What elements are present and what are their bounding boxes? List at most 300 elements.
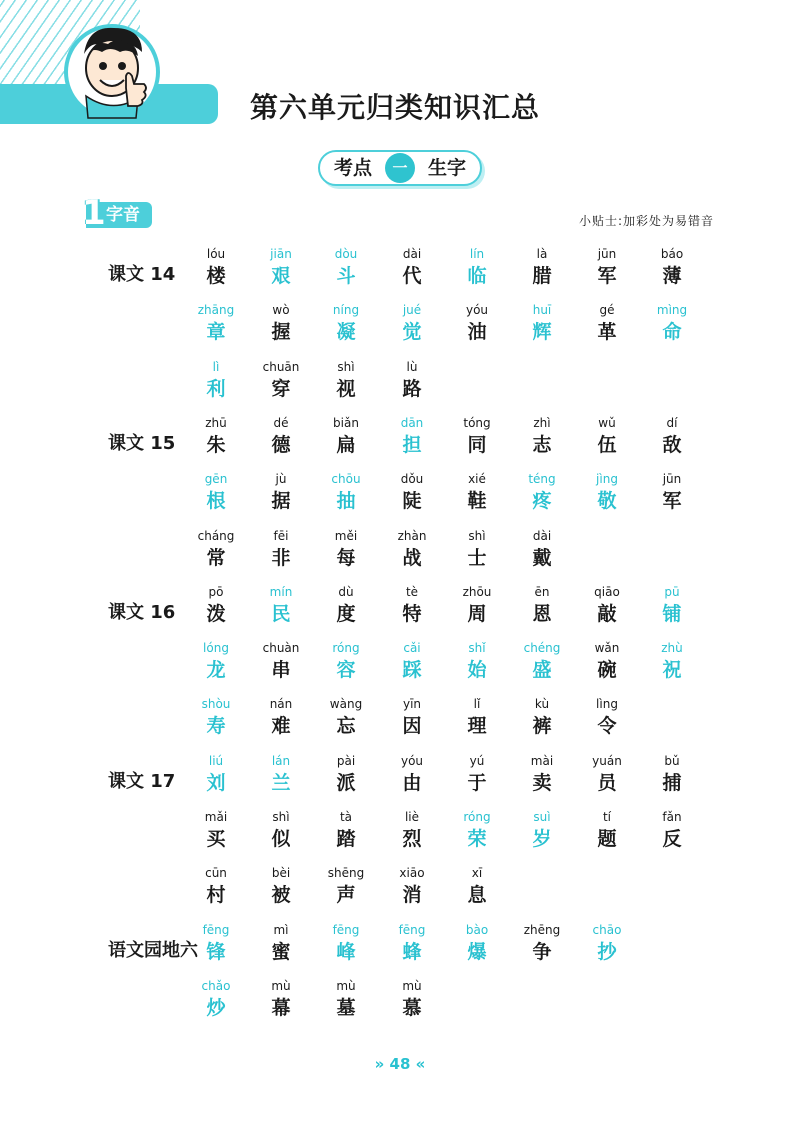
char-cell	[380, 528, 444, 572]
pinyin: cǎi	[403, 641, 421, 656]
pinyin: mù	[402, 978, 422, 993]
pinyin: fēi	[273, 528, 289, 543]
char-cell	[445, 865, 509, 909]
char-cell	[249, 584, 313, 628]
char-cell	[445, 809, 509, 853]
pinyin: zhù	[661, 641, 683, 656]
section-mark: 一	[385, 153, 415, 183]
char-cell	[445, 753, 509, 797]
char-cell	[445, 415, 509, 459]
section-pill	[318, 150, 482, 186]
lesson-label: 课文 14	[108, 264, 176, 285]
hanzi: 觉	[402, 321, 422, 344]
hanzi: 蜂	[402, 940, 422, 963]
char-cell	[184, 640, 248, 684]
pinyin: báo	[660, 247, 684, 261]
char-cell	[314, 302, 378, 346]
hanzi: 敬	[597, 490, 617, 513]
char-cell	[314, 415, 378, 459]
char-cell	[510, 302, 574, 346]
char-cell	[184, 246, 248, 290]
pinyin: liè	[404, 810, 420, 824]
char-cell	[314, 753, 378, 797]
hanzi: 捕	[662, 771, 682, 794]
char-cell	[575, 302, 639, 346]
hanzi: 似	[271, 828, 291, 850]
char-cell	[249, 471, 313, 515]
char-cell	[380, 922, 444, 966]
pinyin: shì	[337, 359, 355, 374]
pinyin: zhàn	[397, 528, 427, 543]
hanzi: 敲	[597, 602, 617, 625]
char-cell	[445, 246, 509, 290]
hanzi: 根	[206, 490, 226, 513]
hanzi: 忘	[336, 715, 356, 738]
char-cell	[249, 696, 313, 740]
hanzi: 裤	[532, 715, 552, 738]
char-cell	[445, 528, 509, 572]
hanzi: 特	[402, 602, 422, 625]
tip-note: 小贴士:加彩处为易错音	[578, 214, 714, 228]
hanzi: 握	[271, 321, 291, 344]
pinyin: kù	[534, 697, 550, 712]
pinyin: xiāo	[399, 866, 425, 881]
pinyin: shēng	[327, 866, 365, 881]
char-cell	[249, 753, 313, 797]
hanzi: 民	[271, 602, 291, 625]
hanzi: 荣	[467, 828, 487, 850]
char-cell	[445, 471, 509, 515]
char-cell	[184, 978, 248, 1022]
char-cell	[380, 865, 444, 909]
hanzi: 艰	[271, 265, 291, 287]
char-cell	[184, 696, 248, 740]
pinyin: lǐ	[473, 697, 481, 712]
char-cell	[575, 753, 639, 797]
hanzi: 油	[467, 321, 487, 344]
hanzi: 每	[336, 546, 356, 569]
pinyin: chéng	[523, 641, 561, 656]
hanzi: 视	[336, 377, 356, 400]
pinyin: biǎn	[333, 415, 359, 430]
hanzi: 由	[402, 771, 422, 794]
hanzi: 革	[597, 321, 617, 344]
hanzi: 龙	[206, 659, 226, 682]
pinyin: bǔ	[664, 753, 680, 768]
subsection-label: 字音	[106, 205, 140, 225]
hanzi: 蜜	[271, 940, 291, 963]
mascot-boy-thumbs-up-icon	[62, 18, 162, 122]
hanzi: 代	[402, 265, 422, 287]
hanzi: 扁	[336, 433, 356, 456]
pinyin: tí	[602, 810, 612, 824]
pinyin: lán	[271, 753, 291, 768]
hanzi: 临	[467, 265, 487, 287]
hanzi: 腊	[532, 265, 552, 287]
hanzi: 容	[336, 659, 356, 682]
char-cell	[314, 922, 378, 966]
char-cell	[314, 246, 378, 290]
char-cell	[510, 415, 574, 459]
pinyin: nán	[269, 697, 293, 712]
pinyin: dān	[400, 415, 424, 430]
char-cell	[314, 584, 378, 628]
hanzi: 章	[206, 321, 226, 344]
char-cell	[249, 809, 313, 853]
pinyin: lì	[212, 359, 220, 374]
pinyin: chōu	[331, 472, 361, 487]
char-cell	[314, 809, 378, 853]
hanzi: 同	[467, 433, 487, 456]
hanzi: 被	[271, 884, 291, 907]
hanzi: 理	[467, 715, 487, 738]
char-cell	[510, 753, 574, 797]
char-cell	[249, 640, 313, 684]
hanzi: 敌	[662, 433, 682, 456]
pinyin: pū	[664, 584, 680, 599]
pinyin: chuān	[262, 359, 300, 374]
hanzi: 烈	[402, 828, 422, 850]
hanzi: 疼	[532, 490, 552, 513]
pinyin: lóu	[206, 247, 226, 261]
pinyin: chuàn	[262, 641, 300, 656]
pinyin: gēn	[204, 472, 228, 487]
char-cell	[640, 753, 704, 797]
pinyin: cūn	[205, 866, 227, 881]
char-cell	[510, 471, 574, 515]
pinyin: dù	[338, 584, 354, 599]
hanzi: 消	[402, 884, 422, 907]
pinyin: mài	[530, 753, 554, 768]
hanzi: 命	[662, 321, 682, 344]
lesson-label: 课文 15	[108, 432, 176, 454]
pinyin: jù	[275, 472, 287, 487]
pinyin: mù	[271, 978, 291, 993]
hanzi: 伍	[597, 433, 617, 456]
pinyin: fēng	[398, 922, 426, 937]
hanzi: 难	[271, 715, 291, 738]
pinyin: shì	[272, 810, 290, 824]
hanzi: 因	[402, 715, 422, 738]
pinyin: yīn	[402, 697, 422, 712]
pinyin: dòu	[334, 247, 358, 261]
char-cell	[249, 922, 313, 966]
hanzi: 战	[402, 546, 422, 569]
pinyin: zhì	[533, 415, 551, 430]
pinyin: mìng	[656, 303, 688, 318]
hanzi: 泼	[206, 602, 226, 625]
hanzi: 声	[336, 884, 356, 907]
hanzi: 陡	[402, 490, 422, 513]
pinyin: tè	[405, 584, 419, 599]
char-cell	[445, 302, 509, 346]
pinyin: cháng	[197, 528, 235, 543]
hanzi: 盛	[532, 659, 552, 682]
hanzi: 锋	[206, 940, 226, 963]
hanzi: 薄	[662, 265, 682, 287]
char-cell	[249, 865, 313, 909]
char-cell	[184, 359, 248, 403]
pinyin: níng	[332, 303, 360, 318]
char-cell	[249, 246, 313, 290]
hanzi: 辉	[532, 321, 552, 344]
pinyin: róng	[463, 810, 491, 824]
hanzi: 凝	[336, 321, 356, 344]
lesson-label: 语文园地六	[108, 939, 198, 961]
char-cell	[575, 246, 639, 290]
char-cell	[380, 471, 444, 515]
hanzi: 村	[206, 884, 226, 907]
char-cell	[640, 471, 704, 515]
char-cell	[575, 696, 639, 740]
hanzi: 岁	[532, 828, 552, 850]
char-cell	[445, 922, 509, 966]
char-cell	[445, 584, 509, 628]
char-cell	[314, 865, 378, 909]
char-cell	[249, 302, 313, 346]
pinyin: ēn	[534, 584, 550, 599]
pinyin: suì	[533, 810, 551, 824]
pinyin: huī	[532, 303, 552, 318]
char-cell	[249, 359, 313, 403]
char-cell	[575, 922, 639, 966]
char-cell	[575, 809, 639, 853]
char-cell	[380, 753, 444, 797]
char-cell	[380, 584, 444, 628]
hanzi: 卖	[532, 771, 552, 794]
char-cell	[575, 640, 639, 684]
hanzi: 斗	[336, 265, 356, 287]
hanzi: 息	[467, 884, 487, 907]
char-cell	[445, 640, 509, 684]
hanzi: 于	[467, 771, 487, 794]
pinyin: yóu	[465, 303, 489, 318]
char-cell	[380, 978, 444, 1022]
pinyin: xī	[471, 866, 483, 881]
char-cell	[184, 302, 248, 346]
pinyin: bào	[465, 922, 489, 937]
pinyin: wǎn	[594, 641, 620, 656]
pinyin: jūn	[662, 472, 682, 487]
char-cell	[249, 415, 313, 459]
pinyin: bèi	[271, 866, 291, 881]
hanzi: 始	[467, 659, 487, 682]
pinyin: là	[536, 247, 548, 261]
char-cell	[510, 696, 574, 740]
hanzi: 志	[532, 433, 552, 456]
pinyin: fǎn	[662, 810, 682, 824]
hanzi: 员	[597, 771, 617, 794]
hanzi: 刘	[206, 771, 226, 794]
hanzi: 兰	[271, 771, 291, 794]
pinyin: dǒu	[400, 472, 424, 487]
pinyin: mín	[269, 584, 293, 599]
hanzi: 慕	[402, 996, 422, 1019]
pinyin: yóu	[400, 753, 424, 768]
pinyin: téng	[528, 472, 556, 487]
pinyin: lù	[406, 359, 418, 374]
hanzi: 穿	[271, 377, 291, 400]
char-cell	[510, 640, 574, 684]
hanzi: 祝	[662, 659, 682, 682]
lesson-label: 课文 16	[108, 601, 176, 623]
pinyin: gé	[599, 303, 615, 318]
hanzi: 炒	[206, 996, 226, 1019]
char-cell	[640, 640, 704, 684]
hanzi: 抄	[597, 940, 617, 963]
char-cell	[380, 809, 444, 853]
char-cell	[184, 922, 248, 966]
hanzi: 买	[206, 828, 226, 850]
pinyin: tà	[339, 810, 353, 824]
pinyin: yú	[469, 753, 485, 768]
char-cell	[249, 528, 313, 572]
pinyin: dài	[532, 528, 552, 543]
hanzi: 踏	[336, 828, 356, 850]
pinyin: jué	[402, 303, 422, 318]
hanzi: 派	[336, 771, 356, 794]
hanzi: 题	[597, 828, 617, 850]
pinyin: zhāng	[197, 303, 235, 318]
hanzi: 铺	[662, 602, 682, 625]
char-cell	[314, 528, 378, 572]
char-cell	[640, 809, 704, 853]
pinyin: mù	[336, 978, 356, 993]
char-cell	[380, 359, 444, 403]
hanzi: 踩	[402, 659, 422, 682]
section-label-left: 考点	[334, 157, 373, 179]
hanzi: 担	[402, 433, 422, 456]
char-cell	[510, 528, 574, 572]
section-label-right: 生字	[427, 157, 466, 179]
char-cell	[380, 246, 444, 290]
char-cell	[380, 415, 444, 459]
pinyin: fēng	[202, 922, 230, 937]
hanzi: 朱	[206, 433, 226, 456]
char-cell	[575, 415, 639, 459]
char-cell	[184, 471, 248, 515]
hanzi: 戴	[532, 546, 552, 569]
lesson-label: 课文 17	[108, 770, 176, 792]
hanzi: 军	[597, 265, 617, 287]
pinyin: zhōu	[462, 584, 492, 599]
char-cell	[510, 246, 574, 290]
pinyin: dài	[402, 247, 422, 261]
char-cell	[314, 640, 378, 684]
hanzi: 抽	[336, 490, 356, 513]
char-cell	[184, 584, 248, 628]
char-cell	[380, 696, 444, 740]
page-title: 第六单元归类知识汇总	[250, 91, 541, 124]
hanzi: 寿	[206, 715, 226, 738]
pinyin: pō	[208, 584, 224, 599]
hanzi: 幕	[271, 996, 291, 1019]
char-cell	[184, 528, 248, 572]
char-cell	[184, 753, 248, 797]
hanzi: 楼	[206, 265, 226, 287]
char-cell	[314, 471, 378, 515]
hanzi: 争	[532, 940, 552, 963]
char-cell	[640, 246, 704, 290]
char-cell	[314, 359, 378, 403]
hanzi: 串	[271, 659, 291, 682]
pinyin: xié	[468, 472, 486, 487]
pinyin: liú	[208, 753, 224, 768]
hanzi: 令	[597, 715, 617, 738]
hanzi: 反	[662, 828, 682, 850]
pinyin: dé	[273, 415, 289, 430]
pinyin: chāo	[592, 922, 622, 937]
char-cell	[510, 922, 574, 966]
hanzi: 周	[467, 602, 487, 625]
pinyin: jūn	[597, 247, 617, 261]
hanzi: 利	[206, 377, 226, 400]
hanzi: 峰	[336, 940, 356, 963]
hanzi: 碗	[597, 659, 617, 682]
pinyin: shǐ	[468, 641, 486, 656]
hanzi: 士	[467, 546, 487, 569]
hanzi: 常	[206, 546, 226, 569]
hanzi: 据	[271, 490, 291, 513]
char-cell	[249, 978, 313, 1022]
pinyin: wǔ	[598, 415, 616, 430]
pinyin: fēng	[332, 922, 360, 937]
char-cell	[380, 640, 444, 684]
pinyin: mì	[273, 922, 289, 937]
hanzi: 军	[662, 490, 682, 513]
char-cell	[314, 978, 378, 1022]
pinyin: zhēng	[523, 922, 561, 937]
pinyin: róng	[332, 641, 360, 656]
hanzi: 爆	[467, 940, 487, 963]
char-cell	[575, 584, 639, 628]
pinyin: dí	[666, 415, 678, 430]
pinyin: qiāo	[594, 584, 620, 599]
subsection-tag	[82, 193, 152, 233]
pinyin: shì	[468, 528, 486, 543]
char-cell	[445, 696, 509, 740]
char-cell	[510, 809, 574, 853]
hanzi: 恩	[532, 602, 552, 625]
hanzi: 路	[402, 377, 422, 400]
char-cell	[640, 415, 704, 459]
pinyin: jiān	[270, 247, 292, 261]
pinyin: wàng	[329, 697, 363, 712]
char-cell	[380, 302, 444, 346]
char-cell	[184, 865, 248, 909]
pinyin: yuán	[592, 753, 622, 768]
pinyin: pài	[336, 753, 356, 768]
pinyin: lìng	[596, 697, 618, 712]
hanzi: 德	[271, 433, 291, 456]
pinyin: jìng	[596, 472, 618, 487]
pinyin: shòu	[201, 697, 231, 712]
char-cell	[510, 584, 574, 628]
char-cell	[184, 415, 248, 459]
char-cell	[575, 471, 639, 515]
pinyin: lín	[469, 247, 485, 261]
pinyin: wò	[272, 303, 290, 318]
hanzi: 非	[271, 546, 291, 569]
char-cell	[314, 696, 378, 740]
pinyin: lóng	[203, 641, 229, 656]
subsection-number: 1	[82, 193, 106, 233]
char-cell	[184, 809, 248, 853]
pinyin: mǎi	[204, 810, 228, 824]
hanzi: 墓	[336, 996, 356, 1019]
page-number: » 48 «	[374, 1055, 426, 1073]
pinyin: chǎo	[201, 978, 231, 993]
